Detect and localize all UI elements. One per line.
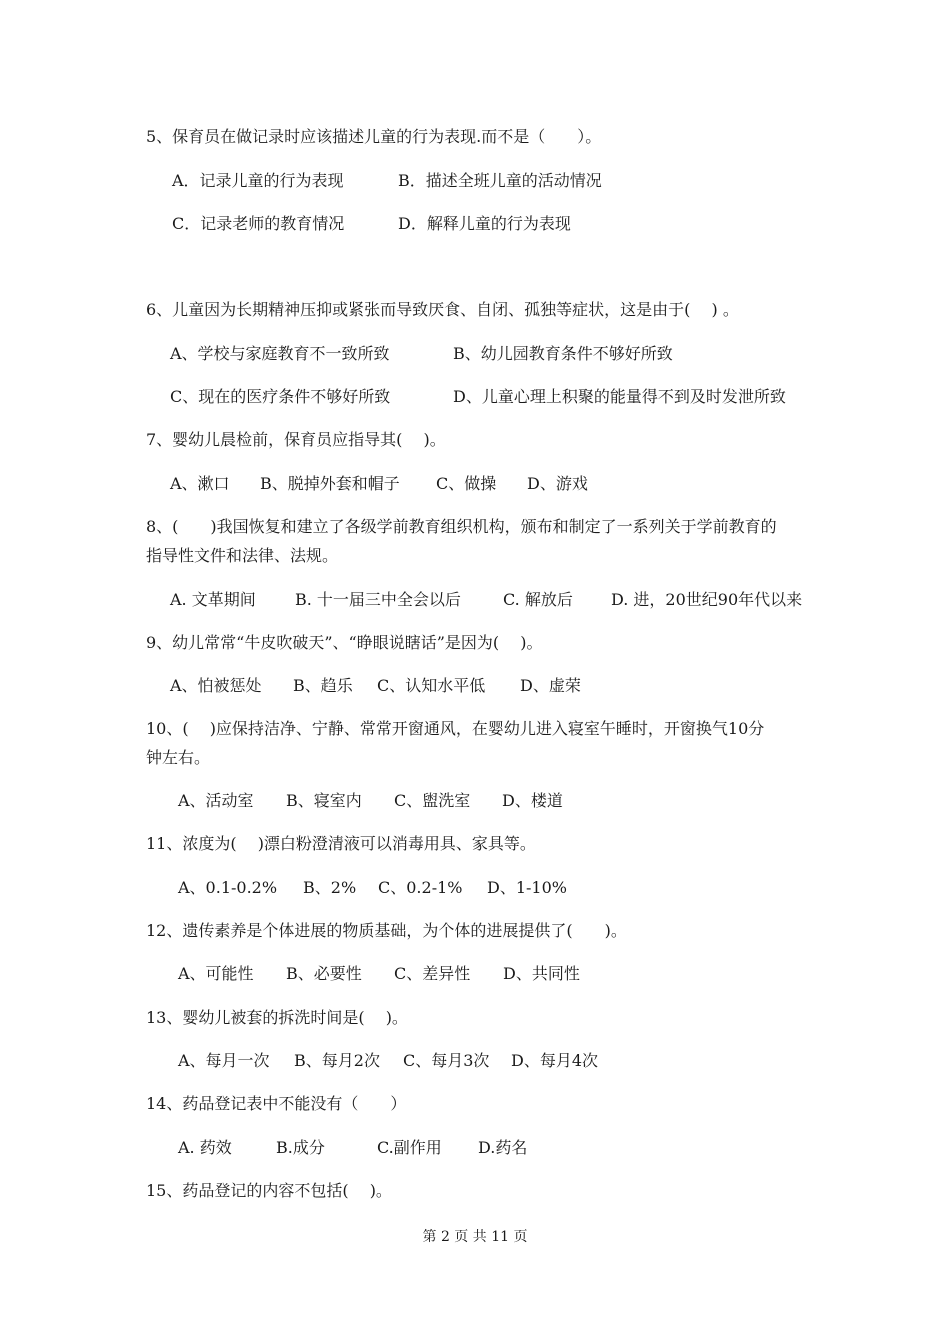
question-13-option-a: A、每月一次 xyxy=(178,1051,270,1070)
question-5-stem: 5、保育员在做记录时应该描述儿童的行为表现.而不是（ ）。 xyxy=(146,127,602,146)
question-10-stem-line-1: 10、( )应保持洁净、宁静、常常开窗通风，在婴幼儿进入寝室午睡时，开窗换气10分 xyxy=(146,719,765,738)
question-10-option-d: D、楼道 xyxy=(502,791,563,810)
question-8-option-c: C. 解放后 xyxy=(503,590,573,609)
question-15-stem: 15、药品登记的内容不包括( )。 xyxy=(146,1181,392,1200)
question-5-option-a: A．记录儿童的行为表现 xyxy=(172,171,344,190)
question-8-option-b: B. 十一届三中全会以后 xyxy=(295,590,461,609)
question-10-option-b: B、寝室内 xyxy=(286,791,362,810)
question-7-option-d: D、游戏 xyxy=(527,474,588,493)
question-9-option-b: B、趋乐 xyxy=(293,676,353,695)
question-14-stem: 14、药品登记表中不能没有（ ） xyxy=(146,1094,407,1113)
question-8-option-d: D. 进，20世纪90年代以来 xyxy=(611,590,803,609)
question-5-option-c: C．记录老师的教育情况 xyxy=(172,214,345,233)
question-8-option-a: A. 文革期间 xyxy=(170,590,256,609)
question-13-option-d: D、每月4次 xyxy=(511,1051,599,1070)
question-10-option-c: C、盥洗室 xyxy=(394,791,471,810)
question-8-stem-line-2: 指导性文件和法律、法规。 xyxy=(146,546,339,565)
question-10-option-a: A、活动室 xyxy=(178,791,254,810)
question-7-option-b: B、脱掉外套和帽子 xyxy=(260,474,400,493)
question-9-option-a: A、怕被惩处 xyxy=(170,676,262,695)
question-5-option-d: D．解释儿童的行为表现 xyxy=(398,214,571,233)
question-11-option-b: B、2% xyxy=(303,878,357,897)
question-13-option-c: C、每月3次 xyxy=(403,1051,490,1070)
question-14-option-a: A. 药效 xyxy=(178,1138,232,1157)
question-10-stem-line-2: 钟左右。 xyxy=(146,748,211,767)
question-6-option-d: D、儿童心理上积聚的能量得不到及时发泄所致 xyxy=(453,387,786,406)
question-12-option-d: D、共同性 xyxy=(503,964,580,983)
page-number-footer: 第 2 页 共 11 页 xyxy=(422,1229,528,1245)
question-14-option-b: B.成分 xyxy=(276,1138,325,1157)
question-9-option-d: D、虚荣 xyxy=(520,676,581,695)
question-12-option-c: C、差异性 xyxy=(394,964,471,983)
question-12-stem: 12、遗传素养是个体进展的物质基础，为个体的进展提供了( )。 xyxy=(146,921,627,940)
question-11-stem: 11、浓度为( )漂白粉澄清液可以消毒用具、家具等。 xyxy=(146,834,536,853)
question-13-stem: 13、婴幼儿被套的拆洗时间是( )。 xyxy=(146,1008,408,1027)
question-14-option-d: D.药名 xyxy=(478,1138,528,1157)
question-12-option-a: A、可能性 xyxy=(178,964,254,983)
question-8-stem-line-1: 8、( )我国恢复和建立了各级学前教育组织机构，颁布和制定了一系列关于学前教育的 xyxy=(146,517,777,536)
question-11-option-c: C、0.2-1% xyxy=(378,878,463,897)
question-6-stem: 6、儿童因为长期精神压抑或紧张而导致厌食、自闭、孤独等症状，这是由于( ) 。 xyxy=(146,300,739,319)
question-11-option-d: D、1-10% xyxy=(487,878,567,897)
question-11-option-a: A、0.1-0.2% xyxy=(178,878,278,897)
question-7-option-c: C、做操 xyxy=(436,474,497,493)
question-9-stem: 9、幼儿常常“牛皮吹破天”、“睁眼说瞎话”是因为( )。 xyxy=(146,633,543,652)
question-6-option-c: C、现在的医疗条件不够好所致 xyxy=(170,387,391,406)
question-6-option-b: B、幼儿园教育条件不够好所致 xyxy=(453,344,673,363)
question-13-option-b: B、每月2次 xyxy=(294,1051,380,1070)
question-6-option-a: A、学校与家庭教育不一致所致 xyxy=(170,344,390,363)
question-9-option-c: C、认知水平低 xyxy=(377,676,486,695)
question-7-stem: 7、婴幼儿晨检前，保育员应指导其( )。 xyxy=(146,430,446,449)
question-14-option-c: C.副作用 xyxy=(377,1138,442,1157)
question-12-option-b: B、必要性 xyxy=(286,964,362,983)
question-7-option-a: A、漱口 xyxy=(170,474,230,493)
question-5-option-b: B．描述全班儿童的活动情况 xyxy=(398,171,602,190)
